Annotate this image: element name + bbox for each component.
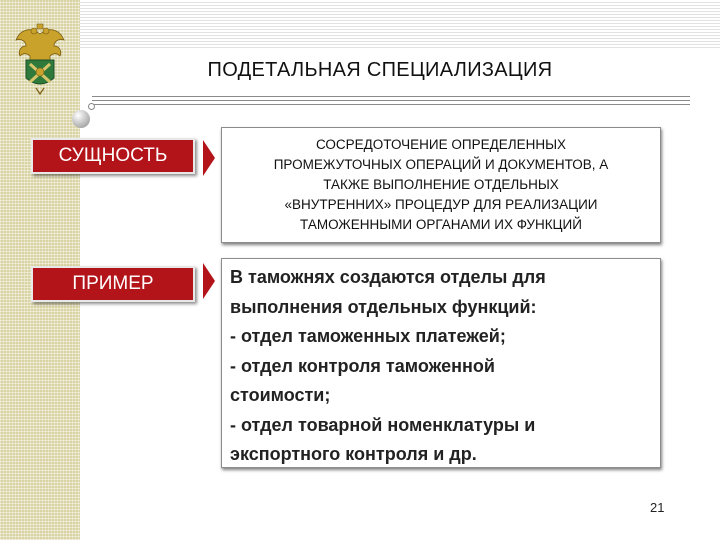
page-number: 21 — [650, 500, 665, 515]
essence-text — [274, 135, 609, 235]
pointer-arrow-icon — [203, 263, 215, 299]
example-text-line: выполнения отдельных функций: — [230, 296, 537, 317]
example-label: ПРИМЕР — [31, 266, 195, 302]
example-text-line: стоимости; — [230, 385, 331, 405]
example-text-line: экспортного контроля и др. — [230, 444, 477, 464]
example-text-line: - отдел товарной номенклатуры и — [230, 414, 536, 435]
essence-text-line: ПРОМЕЖУТОЧНЫХ ОПЕРАЦИЙ И ДОКУМЕНТОВ, А — [273, 157, 609, 172]
sphere-icon — [72, 110, 90, 128]
example-textbox — [221, 258, 661, 468]
example-text-line: - отдел контроля таможенной — [230, 355, 495, 376]
essence-textbox — [221, 127, 661, 243]
essence-text-line: ТАМОЖЕННЫМИ ОРГАНАМИ ИХ ФУНКЦИЙ — [300, 217, 582, 232]
pointer-arrow-icon — [203, 140, 215, 176]
essence-text-line: СОСРЕДОТОЧЕНИЕ ОПРЕДЕЛЕННЫХ — [315, 137, 567, 152]
example-text-line: В таможнях создаются отделы для — [230, 267, 546, 287]
slide-title: ПОДЕТАЛЬНАЯ СПЕЦИАЛИЗАЦИЯ — [207, 59, 553, 81]
title-divider-line — [92, 96, 690, 97]
customs-emblem-icon — [14, 22, 66, 96]
essence-label: СУЩНОСТЬ — [31, 138, 195, 174]
title-divider-line — [92, 104, 690, 105]
ring-decoration — [88, 103, 95, 110]
title-divider-line — [92, 100, 690, 101]
example-text-line: - отдел таможенных платежей; — [230, 326, 506, 346]
essence-text-line: ТАКЖЕ ВЫПОЛНЕНИЕ ОТДЕЛЬНЫХ — [323, 177, 559, 192]
essence-text-line: «ВНУТРЕННИХ» ПРОЦЕДУР ДЛЯ РЕАЛИЗАЦИИ — [284, 197, 598, 212]
top-decorative-band — [80, 0, 720, 48]
